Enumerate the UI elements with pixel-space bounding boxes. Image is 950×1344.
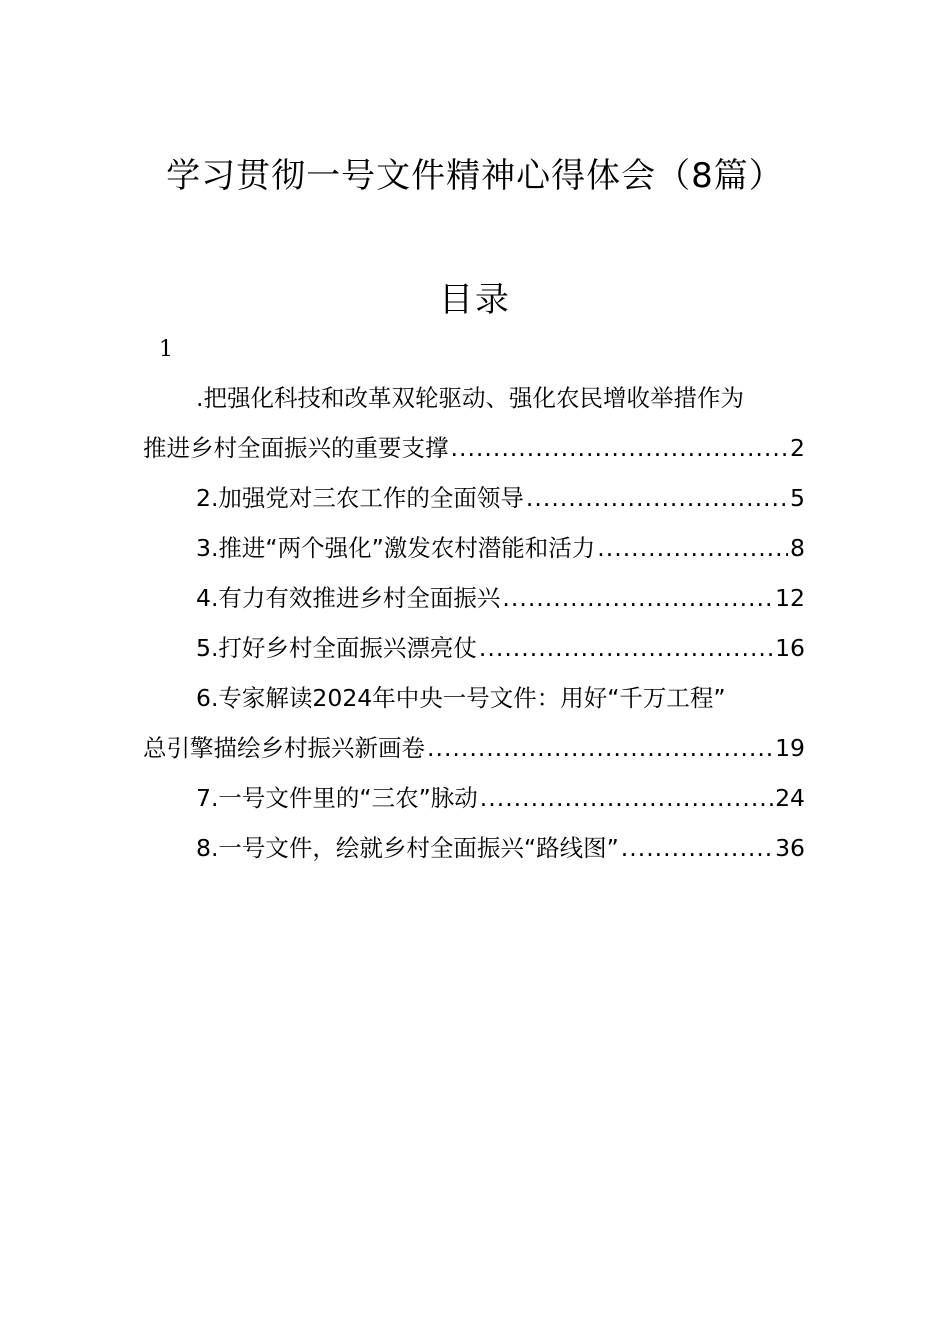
toc-entry-label: 3.推进“两个强化”激发农村潜能和活力 bbox=[196, 534, 596, 562]
toc-heading: 目录 bbox=[439, 280, 511, 320]
table-of-contents bbox=[143, 373, 805, 873]
toc-page-number: 8 bbox=[790, 534, 805, 562]
toc-entry-4[interactable] bbox=[143, 573, 805, 623]
toc-dot-leader bbox=[451, 423, 789, 473]
toc-page-number: 2 bbox=[790, 434, 805, 462]
toc-page-number: 12 bbox=[775, 584, 805, 612]
page-marker: 1 bbox=[159, 337, 173, 362]
toc-entry-label: 5.打好乡村全面振兴漂亮仗 bbox=[196, 634, 477, 662]
toc-page-number: 5 bbox=[790, 484, 805, 512]
toc-page-number: 36 bbox=[775, 834, 805, 862]
toc-dot-leader bbox=[526, 473, 788, 523]
toc-entry-label: 2.加强党对三农工作的全面领导 bbox=[196, 484, 524, 512]
toc-entry-label: 总引擎描绘乡村振兴新画卷 bbox=[143, 734, 425, 762]
toc-entry-label: 7.一号文件里的“三农”脉动 bbox=[196, 784, 478, 812]
toc-dot-leader bbox=[621, 823, 773, 873]
toc-entry-3[interactable] bbox=[143, 523, 805, 573]
toc-entry-label: 6.专家解读2024年中央一号文件：用好“千万工程” bbox=[196, 684, 726, 712]
toc-entry-6-line-1[interactable] bbox=[143, 673, 805, 723]
toc-page-number: 16 bbox=[775, 634, 805, 662]
toc-entry-7[interactable] bbox=[143, 773, 805, 823]
toc-entry-label: 4.有力有效推进乡村全面振兴 bbox=[196, 584, 501, 612]
toc-dot-leader bbox=[427, 723, 773, 773]
toc-entry-5[interactable] bbox=[143, 623, 805, 673]
document-title: 学习贯彻一号文件精神心得体会（8篇） bbox=[166, 156, 784, 196]
toc-entry-label: .把强化科技和改革双轮驱动、强化农民增收举措作为 bbox=[196, 384, 744, 412]
toc-entry-1-line-1[interactable] bbox=[143, 373, 805, 423]
toc-entry-label: 8.一号文件，绘就乡村全面振兴“路线图” bbox=[196, 834, 619, 862]
toc-entry-8[interactable] bbox=[143, 823, 805, 873]
toc-entry-label: 推进乡村全面振兴的重要支撑 bbox=[143, 434, 449, 462]
toc-page-number: 24 bbox=[775, 784, 805, 812]
toc-page-number: 19 bbox=[775, 734, 805, 762]
toc-entry-6-line-2[interactable] bbox=[143, 723, 805, 773]
toc-dot-leader bbox=[502, 573, 773, 623]
toc-dot-leader bbox=[479, 623, 773, 673]
toc-dot-leader bbox=[480, 773, 773, 823]
toc-entry-2[interactable] bbox=[143, 473, 805, 523]
toc-dot-leader bbox=[597, 523, 788, 573]
toc-entry-1-line-2[interactable] bbox=[143, 423, 805, 473]
